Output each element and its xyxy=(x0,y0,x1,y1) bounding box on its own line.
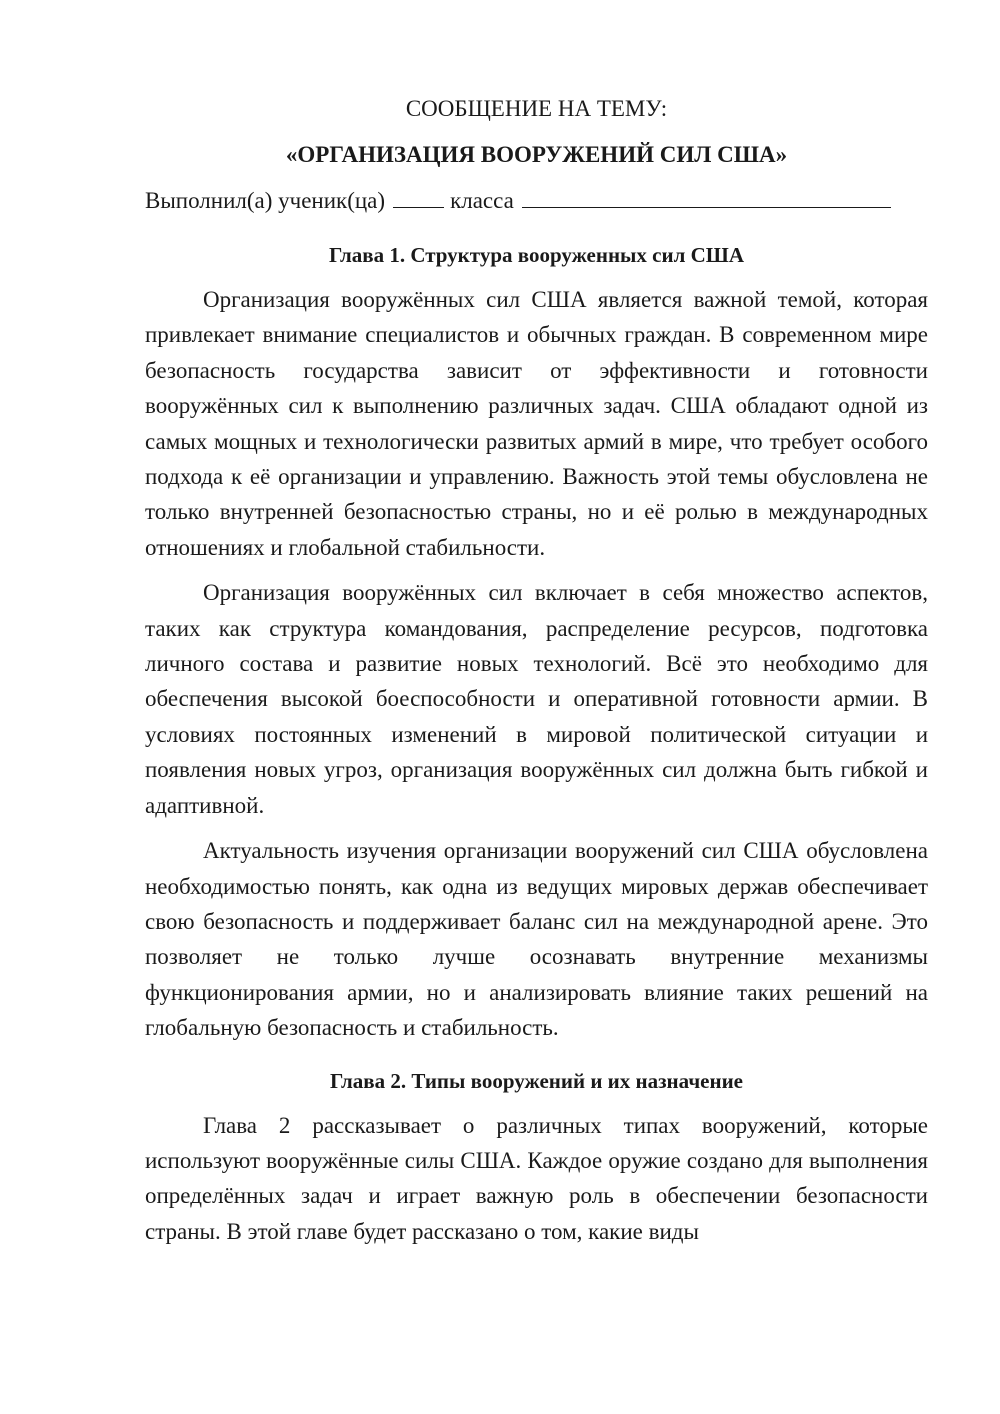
chapter-2-title: Глава 2. Типы вооружений и их назначение xyxy=(329,1068,744,1093)
chapter-1-paragraph-2: Организация вооружённых сил включает в себя множество аспектов, таких как структура командования, распределение ресурсов, подготовка личного состава и развитие новых технологий. Всё это необходимо для обеспечения высокой боеспособности и оперативной готовности армии. В условиях постоянных изменений в мировой политической ситуации и появления новых угроз, организация вооружённых сил должна быть гибкой и адаптивной. xyxy=(145,580,928,818)
document-topic-line: СООБЩЕНИЕ НА ТЕМУ: xyxy=(405,96,668,121)
author-prefix: Выполнил(а) ученик(ца) xyxy=(145,188,386,213)
document-title: «ОРГАНИЗАЦИЯ ВООРУЖЕНИЙ СИЛ США» xyxy=(285,142,788,167)
student-name-blank-field[interactable] xyxy=(522,185,891,208)
document-content xyxy=(145,92,928,1259)
chapter-1-paragraph-1: Организация вооружённых сил США является важной темой, которая привлекает внимание специалистов и обычных граждан. В современном мире безопасность государства зависит от эффективности и готовности вооружённых сил к выполнению различных задач. США обладают одной из самых мощных и технологически развитых армий в мире, что требует особого подхода к её организации и управлению. Важность этой темы обусловлена не только внутренней безопасностью страны, но и её ролью в международных отношениях и глобальной стабильности. xyxy=(145,287,928,560)
author-class-word: класса xyxy=(450,188,514,213)
author-line xyxy=(145,184,928,218)
class-number-blank-field[interactable] xyxy=(393,185,444,208)
chapter-2-paragraph-1: Глава 2 рассказывает о различных типах вооружений, которые используют вооружённые силы США. Каждое оружие создано для выполнения определённых задач и играет важную роль в обеспечении безопасности страны. В этой главе будет рассказано о том, какие виды xyxy=(145,1112,928,1244)
chapter-1-paragraph-3: Актуальность изучения организации вооружений сил США обусловлена необходимостью понять, как одна из ведущих мировых держав обеспечивает свою безопасность и поддерживает баланс сил на международной арене. Это позволяет не только лучше осознавать внутренние механизмы функционирования армии, но и анализировать влияние таких решений на глобальную безопасность и стабильность. xyxy=(145,838,928,1041)
chapter-1-title: Глава 1. Структура вооруженных сил США xyxy=(328,243,745,267)
